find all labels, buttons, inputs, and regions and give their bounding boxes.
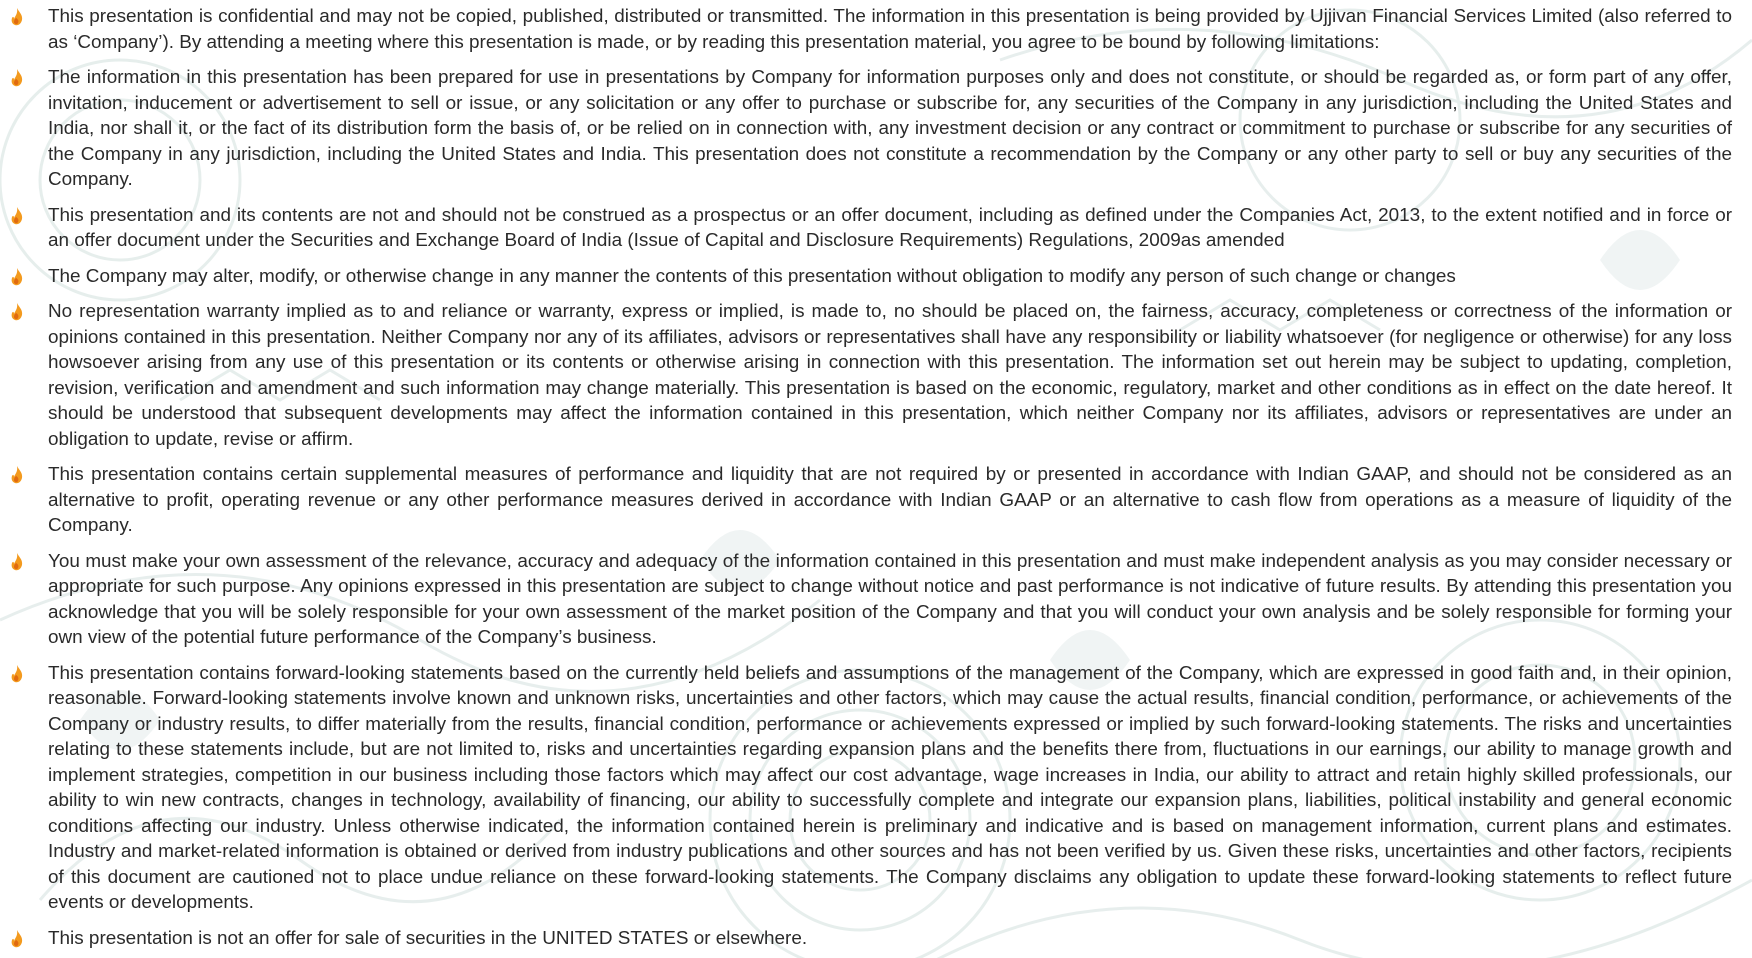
disclaimer-text: You must make your own assessment of the relevance, accuracy and adequacy of the information contained in this presentation and must make independent analysis as you may consider necessary or appropriate for such purpose. Any opinions expressed in this presentation are subject to change without notice and past performance is not indicative of future results. By attending this presentation you acknowledge that you will be solely responsible for your own assessment of the market position of the Company and that you will conduct your own analysis and be solely responsible for forming your own view of the potential future performance of the Company’s business. bbox=[48, 550, 1732, 648]
flame-bullet-icon bbox=[10, 553, 24, 571]
disclaimer-item bbox=[10, 203, 1732, 254]
disclaimer-item bbox=[10, 4, 1732, 55]
disclaimer-item bbox=[10, 264, 1732, 290]
disclaimer-text: The Company may alter, modify, or otherwise change in any manner the contents of this presentation without obligation to modify any person of such change or changes bbox=[48, 265, 1456, 287]
disclaimer-item bbox=[10, 926, 1732, 952]
disclaimer-item bbox=[10, 462, 1732, 539]
flame-bullet-icon bbox=[10, 8, 24, 26]
disclaimer-text: This presentation contains certain supplemental measures of performance and liquidity that are not required by or presented in accordance with Indian GAAP, and should not be considered as an alternative to profit, operating revenue or any other performance measures derived in accordance with Indian GAAP or an alternative to cash flow from operations as a measure of liquidity of the Company. bbox=[48, 464, 1732, 536]
flame-bullet-icon bbox=[10, 665, 24, 683]
flame-bullet-icon bbox=[10, 466, 24, 484]
disclaimer-text: The information in this presentation has been prepared for use in presentations by Company for information purposes only and does not constitute, or should be regarded as, or form part of any offer, invitation, inducement or advertisement to sell or issue, or any solicitation or any offer to purchase or subscribe for, any securities of the Company in any jurisdiction, including the United States and India, nor shall it, or the fact of its distribution form the basis of, or be relied on in connection with, any investment decision or any contract or commitment to purchase or subscribe for any securities of the Company in any jurisdiction, including the United States and India. This presentation does not constitute a recommendation by the Company or any other party to sell or buy any securities of the Company. bbox=[48, 67, 1732, 190]
disclaimer-item bbox=[10, 661, 1732, 916]
flame-bullet-icon bbox=[10, 69, 24, 87]
disclaimer-item bbox=[10, 299, 1732, 452]
flame-bullet-icon bbox=[10, 207, 24, 225]
disclaimer-text: No representation warranty implied as to and reliance or warranty, express or implied, is made to, no should be placed on, the fairness, accuracy, completeness or correctness of the information or opinions contained in this presentation. Neither Company nor any of its affiliates, advisors or representatives shall have any responsibility or liability whatsoever (for negligence or otherwise) for any loss howsoever arising from any use of this presentation or its contents or otherwise arising in connection with this presentation. The information set out herein may be subject to updating, completion, revision, verification and amendment and such information may change materially. This presentation is based on the economic, regulatory, market and other conditions as in effect on the date hereof. It should be understood that subsequent developments may affect the information contained in this presentation, which neither Company nor its affiliates, advisors or representatives are under an obligation to update, revise or affirm. bbox=[48, 301, 1732, 450]
flame-bullet-icon bbox=[10, 303, 24, 321]
flame-bullet-icon bbox=[10, 268, 24, 286]
disclaimer-text: This presentation and its contents are not and should not be construed as a prospectus or an offer document, including as defined under the Companies Act, 2013, to the extent notified and in force or an offer document under the Securities and Exchange Board of India (Issue of Capital and Disclosure Requirements) Regulations, 2009as amended bbox=[48, 204, 1732, 251]
flame-bullet-icon bbox=[10, 930, 24, 948]
disclaimer-item bbox=[10, 65, 1732, 193]
disclaimer-text: This presentation contains forward-looking statements based on the currently held beliefs and assumptions of the management of the Company, which are expressed in good faith and, in their opinion, reasonable. Forward-looking statements involve known and unknown risks, uncertainties and other factors, which may cause the actual results, financial condition, performance, or achievements of the Company or industry results, to differ materially from the results, financial condition, performance or achievements expressed or implied by such forward-looking statements. The risks and uncertainties relating to these statements include, but are not limited to, risks and uncertainties regarding expansion plans and the benefits there from, fluctuations in our earnings, our ability to manage growth and implement strategies, competition in our business including those factors which may affect our cost advantage, wage increases in India, our ability to attract and retain highly skilled professionals, our ability to win new contracts, changes in technology, availability of financing, our ability to successfully complete and integrate our expansion plans, liabilities, political instability and general economic conditions affecting our industry. Unless otherwise indicated, the information contained herein is preliminary and indicative and is based on management information, current plans and estimates. Industry and market-related information is obtained or derived from industry publications and other sources and has not been verified by us. Given these risks, uncertainties and other factors, recipients of this document are cautioned not to place undue reliance on these forward-looking statements. The Company disclaims any obligation to update these forward-looking statements to reflect future events or developments. bbox=[48, 662, 1732, 913]
disclaimer-item bbox=[10, 549, 1732, 651]
disclaimer-text: This presentation is confidential and may not be copied, published, distributed or transmitted. The information in this presentation is being provided by Ujjivan Financial Services Limited (also referred to as ‘Company’). By attending a meeting where this presentation is made, or by reading this presentation material, you agree to be bound by following limitations: bbox=[48, 6, 1732, 53]
disclaimer-text: This presentation is not an offer for sale of securities in the UNITED STATES or elsewhere. bbox=[48, 927, 808, 949]
